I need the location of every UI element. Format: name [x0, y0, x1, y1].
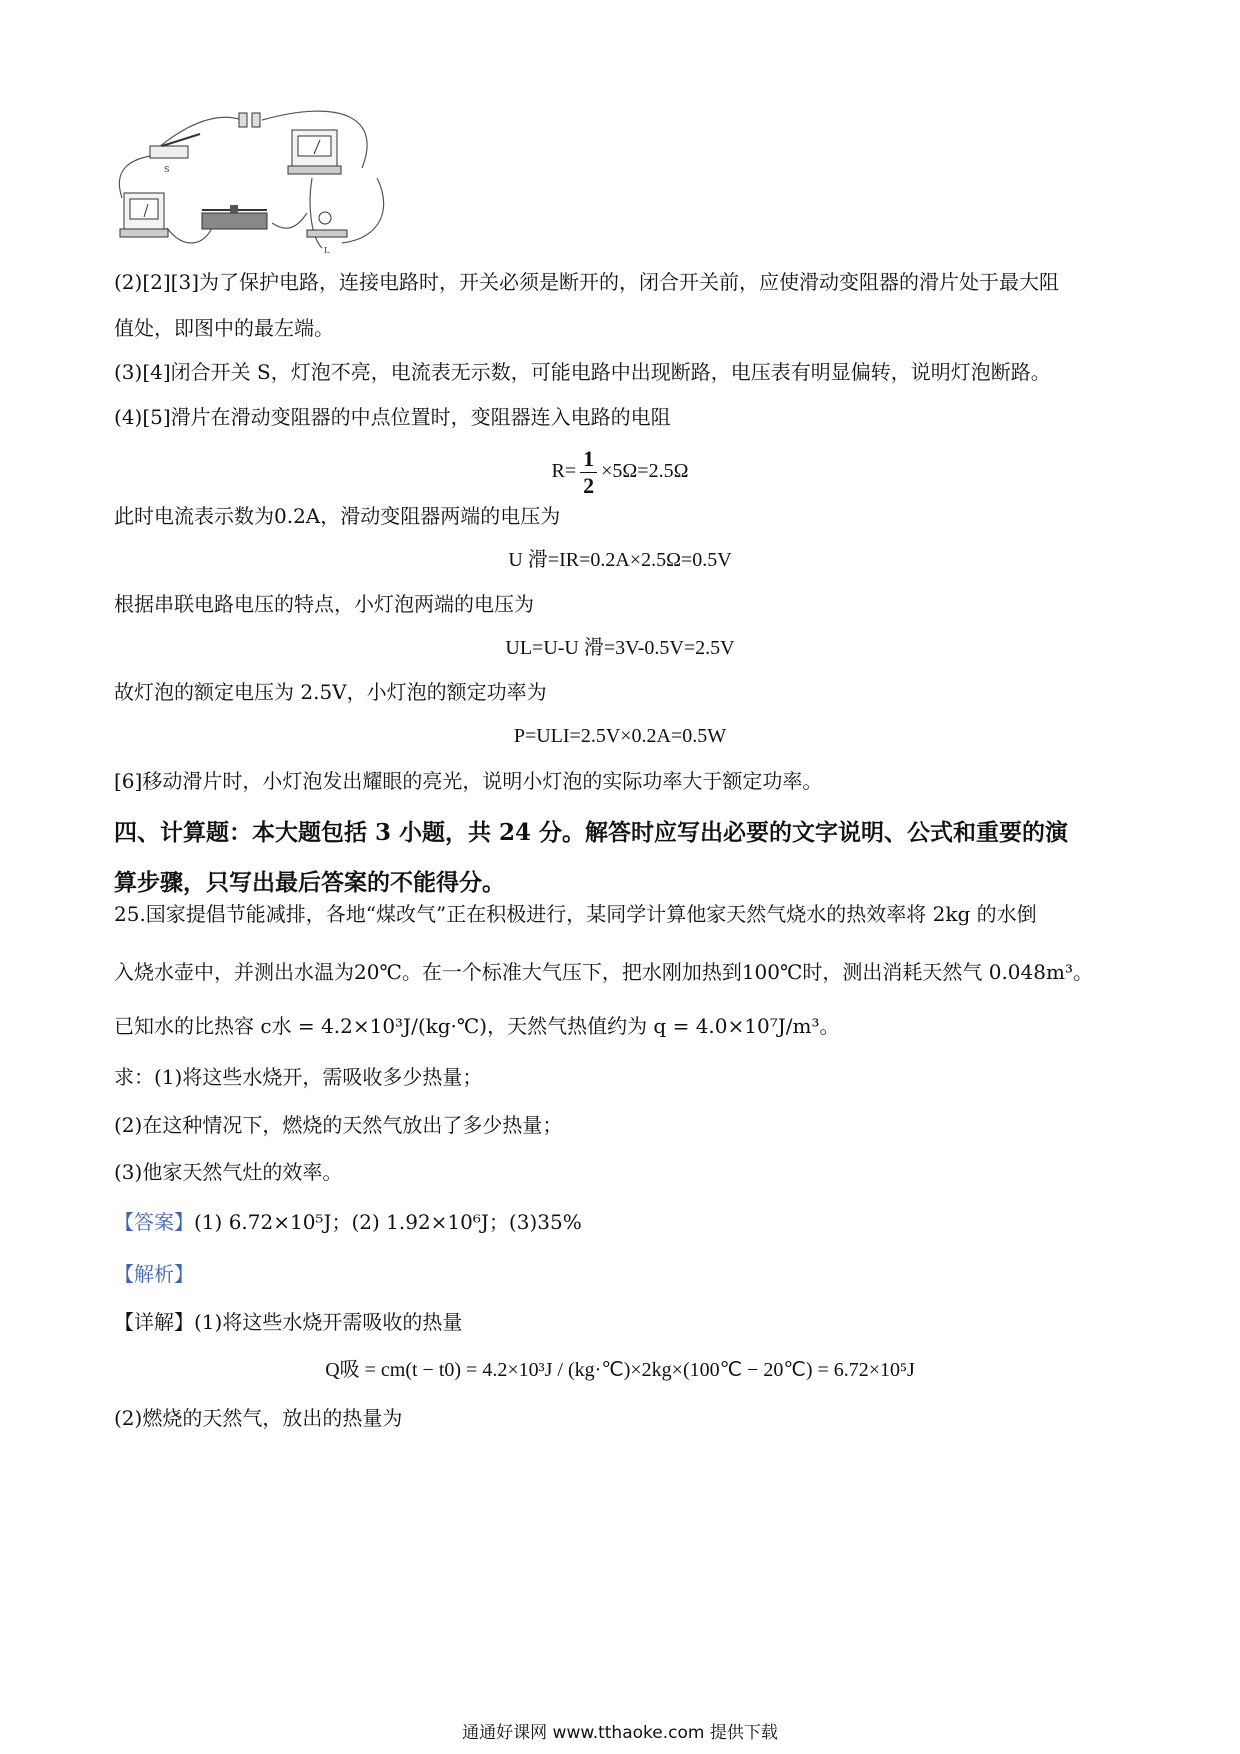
text-line-7: 故灯泡的额定电压为 2.5V，小灯泡的额定功率为: [114, 680, 547, 704]
detail-tag: 【详解】: [114, 1310, 194, 1334]
equation-power: P=ULI=2.5V×0.2A=0.5W: [513, 725, 727, 747]
fraction-half: [580, 446, 597, 499]
equation-voltage-rheostat: U 滑=IR=0.2A×2.5Ω=0.5V: [508, 549, 732, 571]
text-line-5: 此时电流表示数为0.2A，滑动变阻器两端的电压为: [114, 504, 561, 528]
fraction-numerator: 1: [580, 446, 597, 473]
detail-text-1: (1)将这些水烧开需吸收的热量: [194, 1310, 463, 1334]
equation-resistance: [0, 446, 1240, 499]
detail-line-2: (2)燃烧的天然气，放出的热量为: [114, 1406, 403, 1430]
question-25-line-2: 入烧水壶中，并测出水温为20℃。在一个标准大气压下，把水刚加热到100℃时，测出消耗天然气 0.048m³。: [114, 960, 1093, 984]
text-line-6: 根据串联电路电压的特点，小灯泡两端的电压为: [114, 592, 534, 616]
switch-label: S: [164, 165, 170, 174]
question-25-sub-3: (3)他家天然气灶的效率。: [114, 1160, 343, 1184]
detail-line-1: [114, 1308, 462, 1336]
answer-line: [114, 1208, 582, 1236]
answer-text: (1) 6.72×10⁵J；(2) 1.92×10⁶J；(3)35%: [194, 1210, 582, 1234]
equation-voltage-lamp: UL=U-U 滑=3V-0.5V=2.5V: [505, 637, 735, 659]
text-line-2: (2)[2][3]为了保护电路，连接电路时，开关必须是断开的，闭合开关前，应使滑动变阻器的滑片处于最大阻: [114, 270, 1059, 294]
question-25-sub-2: (2)在这种情况下，燃烧的天然气放出了多少热量；: [114, 1113, 563, 1137]
analysis-tag: 【解析】: [114, 1262, 194, 1286]
equation-resistance-lhs: R=: [551, 460, 577, 483]
answer-tag: 【答案】: [114, 1210, 194, 1234]
lamp-label: L: [324, 246, 330, 255]
text-line-2b: 值处，即图中的最左端。: [114, 316, 334, 340]
page-footer: 通通好课网 www.tthaoke.com 提供下载: [462, 1723, 778, 1743]
question-25-sub-1: 求：(1)将这些水烧开，需吸收多少热量；: [114, 1065, 483, 1089]
text-line-3: (3)[4]闭合开关 S，灯泡不亮，电流表无示数，可能电路中出现断路，电压表有明显偏转，说明灯泡断路。: [114, 360, 1051, 384]
fraction-denominator: 2: [583, 473, 595, 498]
text-line-4: (4)[5]滑片在滑动变阻器的中点位置时，变阻器连入电路的电阻: [114, 405, 671, 429]
equation-resistance-rhs: ×5Ω=2.5Ω: [601, 460, 689, 483]
section-heading-line-2: 算步骤，只写出最后答案的不能得分。: [114, 869, 505, 896]
question-25-line-3: 已知水的比热容 c水 = 4.2×10³J/(kg·℃)，天然气热值约为 q = 4.0×10⁷J/m³。: [114, 1014, 840, 1038]
question-25-line-1: 25.国家提倡节能减排，各地“煤改气”正在积极进行，某同学计算他家天然气烧水的热效率将 2kg 的水倒: [114, 902, 1037, 926]
section-heading-line-1: 四、计算题：本大题包括 3 小题，共 24 分。解答时应写出必要的文字说明、公式和重要的演: [114, 819, 1069, 846]
text-line-8: [6]移动滑片时，小灯泡发出耀眼的亮光，说明小灯泡的实际功率大于额定功率。: [114, 769, 823, 793]
circuit-diagram: [112, 108, 402, 273]
equation-heat-absorbed: Q吸 = cm(t − t0) = 4.2×10³J / (kg·℃)×2kg×(100℃ − 20℃) = 6.72×10⁵J: [325, 1359, 915, 1381]
